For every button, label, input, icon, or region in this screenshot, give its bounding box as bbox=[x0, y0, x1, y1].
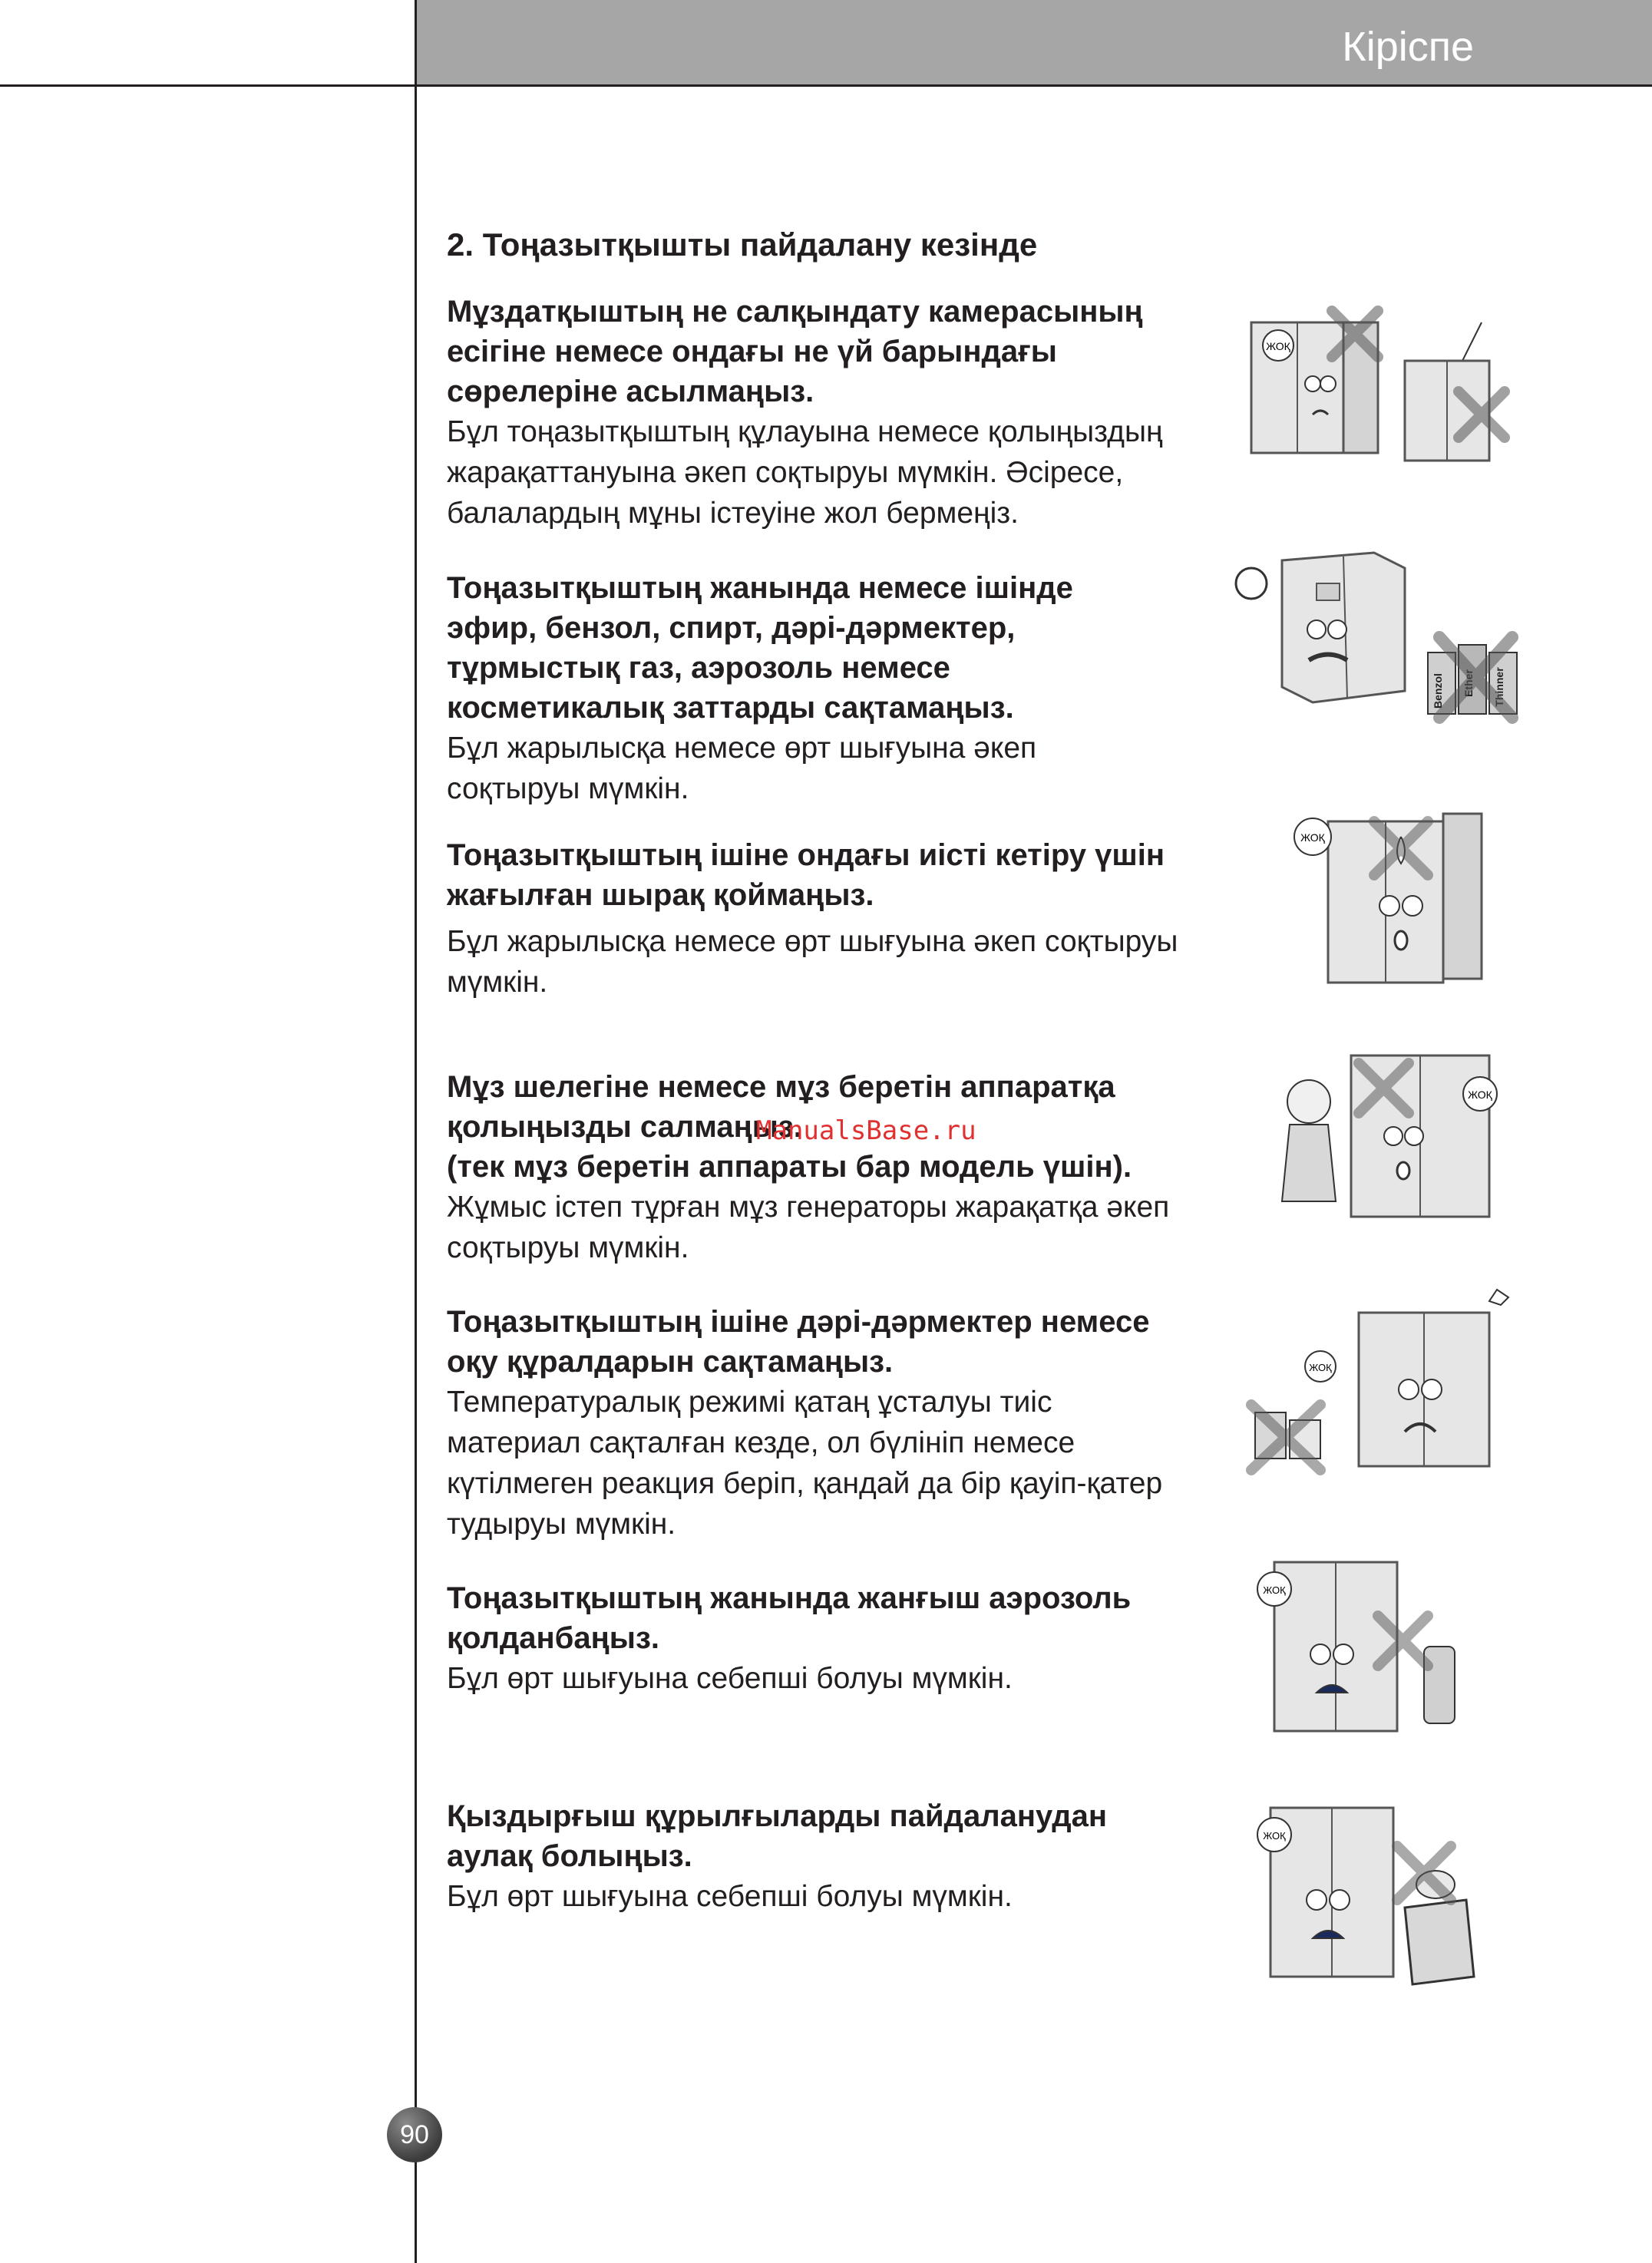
warning-text: Тоңазытқыштың жанында немесе ішінде эфир, бензол, спирт, дәрі-дәрмектер, тұрмыстық газ, аэрозоль немесе косметикалық заттарды сақтамаңыз. bbox=[447, 571, 1073, 725]
no-label: ЖОҚ bbox=[1266, 340, 1290, 352]
warning-item-6 bbox=[447, 1578, 1276, 1699]
illustration-hanging-on-door bbox=[1236, 299, 1528, 476]
warning-description: Бұл өрт шығуына себепші болуы мүмкін. bbox=[447, 1880, 1013, 1913]
warning-item-3 bbox=[447, 835, 1276, 1003]
no-label: ЖОҚ bbox=[1263, 1584, 1286, 1596]
header-title: Кіріспе bbox=[1342, 24, 1474, 70]
illustration-flammables bbox=[1221, 537, 1528, 729]
section-title: 2. Тоңазытқышты пайдалану кезінде bbox=[447, 226, 1038, 263]
bottle-label-ether: Ether bbox=[1462, 669, 1475, 697]
warning-text: Тоңазытқыштың ішіне ондағы иісті кетіру үшін жағылған шырақ қоймаңыз. bbox=[447, 838, 1165, 912]
warning-description: Бұл жарылысқа немесе өрт шығуына әкеп соқтыруы мүмкін. bbox=[447, 925, 1178, 999]
no-label: ЖОҚ bbox=[1300, 831, 1325, 844]
warning-description: Бұл тоңазытқыштың құлауына немесе қолыңыздың жарақаттануына әкеп соқтыруы мүмкін. Әсіресе, балалардың мұны істеуіне жол бермеңіз. bbox=[447, 415, 1163, 530]
warning-text: Тоңазытқыштың жанында жанғыш аэрозоль қолданбаңыз. bbox=[447, 1581, 1132, 1655]
bottle-label-thinner: Thinner bbox=[1493, 667, 1505, 707]
warning-item-4 bbox=[447, 1067, 1276, 1268]
warning-item-7 bbox=[447, 1796, 1276, 1917]
margin-rule bbox=[415, 0, 417, 2263]
no-label: ЖОҚ bbox=[1309, 1362, 1332, 1373]
warning-description: Температуралық режимі қатаң ұсталуы тиіс материал сақталған кезде, ол бүлініп немесе күтілмеген реакция беріп, қандай да бір қауіп-қатер тудыруы мүмкін. bbox=[447, 1386, 1163, 1541]
warning-text: Тоңазытқыштың ішіне дәрі-дәрмектер немесе оқу құралдарын сақтамаңыз. bbox=[447, 1305, 1150, 1379]
warning-item-5 bbox=[447, 1302, 1276, 1544]
illustration-ice-maker bbox=[1274, 1048, 1520, 1224]
no-label: ЖОҚ bbox=[1263, 1830, 1286, 1842]
watermark: ManualsBase.ru bbox=[756, 1115, 976, 1146]
header-divider bbox=[0, 84, 1652, 87]
illustration-flammable-spray bbox=[1236, 1554, 1482, 1739]
warning-text: Мұз шелегіне немесе мұз беретін аппаратқа қолыңызды салмаңыз. (тек мұз беретін аппараты бар модель үшін). bbox=[447, 1070, 1132, 1184]
illustration-heater bbox=[1228, 1792, 1482, 1992]
no-label: ЖОҚ bbox=[1468, 1089, 1492, 1101]
warning-text: Мұздатқыштың не салқындату камерасының есігіне немесе ондағы не үй барындағы сөрелеріне асылмаңыз. bbox=[447, 295, 1143, 408]
header-band bbox=[416, 0, 1652, 84]
bottle-label-benzol: Benzol bbox=[1432, 673, 1444, 709]
illustration-candle bbox=[1259, 806, 1528, 990]
warning-item-2 bbox=[447, 568, 1276, 809]
warning-text: Қыздырғыш құрылғыларды пайдаланудан аулақ болыңыз. bbox=[447, 1799, 1108, 1873]
page-number: 90 bbox=[387, 2107, 442, 2162]
warning-description: Жұмыс істеп тұрған мұз генераторы жарақатқа әкеп соқтыруы мүмкін. bbox=[447, 1191, 1170, 1264]
warning-item-1 bbox=[447, 292, 1276, 534]
warning-description: Бұл өрт шығуына себепші болуы мүмкін. bbox=[447, 1662, 1013, 1695]
illustration-medicine bbox=[1244, 1282, 1520, 1482]
warning-description: Бұл жарылысқа немесе өрт шығуына әкеп соқтыруы мүмкін. bbox=[447, 732, 1037, 805]
